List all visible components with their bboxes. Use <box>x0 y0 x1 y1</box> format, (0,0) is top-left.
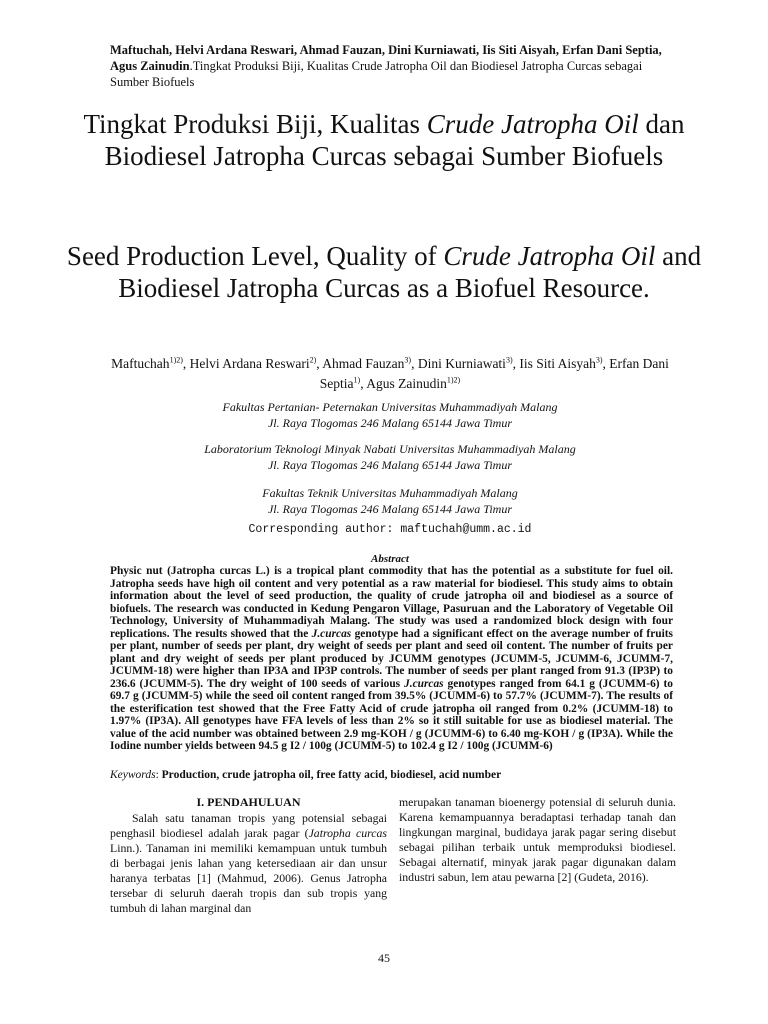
title-en-part2: and Biodiesel Jatropha Curcas as a Biofuel Resource. <box>118 241 702 303</box>
title-english <box>60 240 708 304</box>
intro-paragraph-continued: merupakan tanaman bioenergy potensial di seluruh dunia. Karena kemampuannya beradaptasi terhadap tanah dan lingkungan marginal, budidaya jarak pagar sering disebut sebagai pilihan terbaik untuk memproduksi biodiesel. Sebagai alternatif, minyak jarak pagar digunakan dalam industri sabun, lem atau pewarna [2] (Gudeta, 2016). <box>399 795 676 884</box>
section-heading: I. PENDAHULUAN <box>196 795 301 809</box>
header-authors: Maftuchah, Helvi Ardana Reswari, Ahmad Fauzan, Dini Kurniawati, Iis Siti Aisyah, Erfan Dani Septia, Agus Zainudin <box>110 43 662 73</box>
keywords: Keywords: Production, crude jatropha oil, free fatty acid, biodiesel, acid number <box>110 769 502 781</box>
author: Ahmad Fauzan$^{3)}$, <box>322 355 418 371</box>
author: Maftuchah$^{1)2)}$, <box>111 355 190 371</box>
affiliation-address: Jl. Raya Tlogomas 246 Malang 65144 Jawa Timur <box>267 415 512 430</box>
affiliation-line: Laboratorium Teknologi Minyak Nabati Universitas Muhammadiyah Malang <box>204 442 576 456</box>
column-right <box>399 795 676 885</box>
corresponding-author: Corresponding author: maftuchah@umm.ac.id <box>248 523 532 536</box>
abstract-body: Physic nut (Jatropha curcas L.) is a tropical plant commodity that has the potential as a substitute for fuel oil. Jatropha seeds have high oil content and very potential as a raw material for biodiesel. This study aims to obtain information about the level of seed production, the quality of crude jatropha oil and biodiesel as a source of biofuels. The research was conducted in Kedung Pengaron Village, Pasuruan and the Laboratory of Vegetable Oil Technology, University of Muhammadiyah Malang. The study was used a randomized block design with four replications. The results showed that the J.curcas genotype had a significant effect on the average number of fruits per plant, number of seeds per plant, dry weight of seeds per plant and seed oil content. The number of fruits per plant and dry weight of seeds per plant produced by JCUMM genotypes (JCUMM-5, JCUMM-6, JCUMM-7, JCUMM-18) were higher than IP3A and IP3P controls. The number of seeds per plant ranged from 91.3 (IP3P) to 236.6 (JCUMM-5). The dry weight of 100 seeds of various J.curcas genotypes ranged from 64.1 g (JCUMM-6) to 69.7 g (JCUMM-5) while the seed oil content ranged from 39.5% (JCUMM-6) to 57.7% (JCUMM-7). The results of the esterification test showed that the Free Fatty Acid of crude jatropha oil ranged from 0.2% (JCUMM-18) to 1.97% (IP3A). All genotypes have FFA levels of less than 2% so it still suitable for use as biodiesel material. The value of the acid number was obtained between 2.9 mg-KOH / g (JCUMM-6) to 6.40 mg-KOH / g (IP3A). While the Iodine number yields between 94.5 g I2 / 100g (JCUMM-5) to 102.4 g I2 / 100g (JCUMM-6) <box>110 565 673 752</box>
column-left <box>110 795 387 916</box>
affiliation-line: Fakultas Pertanian- Peternakan Universitas Muhammadiyah Malang <box>222 400 558 414</box>
title-id-italic: Crude Jatropha Oil <box>426 109 639 139</box>
keywords-label: Keywords <box>110 769 156 781</box>
abstract-heading: Abstract <box>371 553 409 565</box>
title-en-part1: Seed Production Level, Quality of <box>66 241 444 271</box>
header-citation: .Tingkat Produksi Biji, Kualitas Crude Jatropha Oil dan Biodiesel Jatropha Curcas sebagai Sumber Biofuels <box>110 59 643 89</box>
author: Agus Zainudin$^{1)2)}$ <box>366 375 461 391</box>
author: Helvi Ardana Reswari$^{2)}$, <box>189 355 323 371</box>
intro-paragraph: Salah satu tanaman tropis yang potensial sebagai penghasil biodiesel adalah jarak pagar (Jatropha curcas Linn.). Tanaman ini memiliki kemampuan untuk tumbuh di berbagai jenis lahan yang ketersediaan air dan unsur haranya terbatas [1] (Mahmud, 2006). Genus Jatropha tersebar di seluruh daerah tropis dan sub tropis yang tumbuh di lahan marginal dan <box>110 811 387 915</box>
affiliation-3 <box>110 486 670 517</box>
affiliation-line: Fakultas Teknik Universitas Muhammadiyah Malang <box>262 486 518 500</box>
affiliation-1 <box>110 400 670 431</box>
title-en-italic: Crude Jatropha Oil <box>443 241 656 271</box>
title-id-part1: Tingkat Produksi Biji, Kualitas <box>83 109 427 139</box>
title-indonesian <box>60 108 708 172</box>
author: Erfan Dani Septia$^{1)}$, <box>319 355 669 391</box>
affiliation-address: Jl. Raya Tlogomas 246 Malang 65144 Jawa Timur <box>267 457 512 472</box>
title-id-part2: dan Biodiesel Jatropha Curcas sebagai Sumber Biofuels <box>104 109 685 171</box>
page-number: 45 <box>378 951 390 965</box>
affiliation-address: Jl. Raya Tlogomas 246 Malang 65144 Jawa Timur <box>267 501 512 516</box>
author: Iis Siti Aisyah$^{3)}$, <box>519 355 610 371</box>
author: Dini Kurniawati$^{3)}$, <box>417 355 520 371</box>
affiliation-2 <box>110 442 670 473</box>
author-list <box>110 351 670 392</box>
running-header <box>110 42 670 90</box>
keywords-text: Production, crude jatropha oil, free fatty acid, biodiesel, acid number <box>161 769 502 781</box>
